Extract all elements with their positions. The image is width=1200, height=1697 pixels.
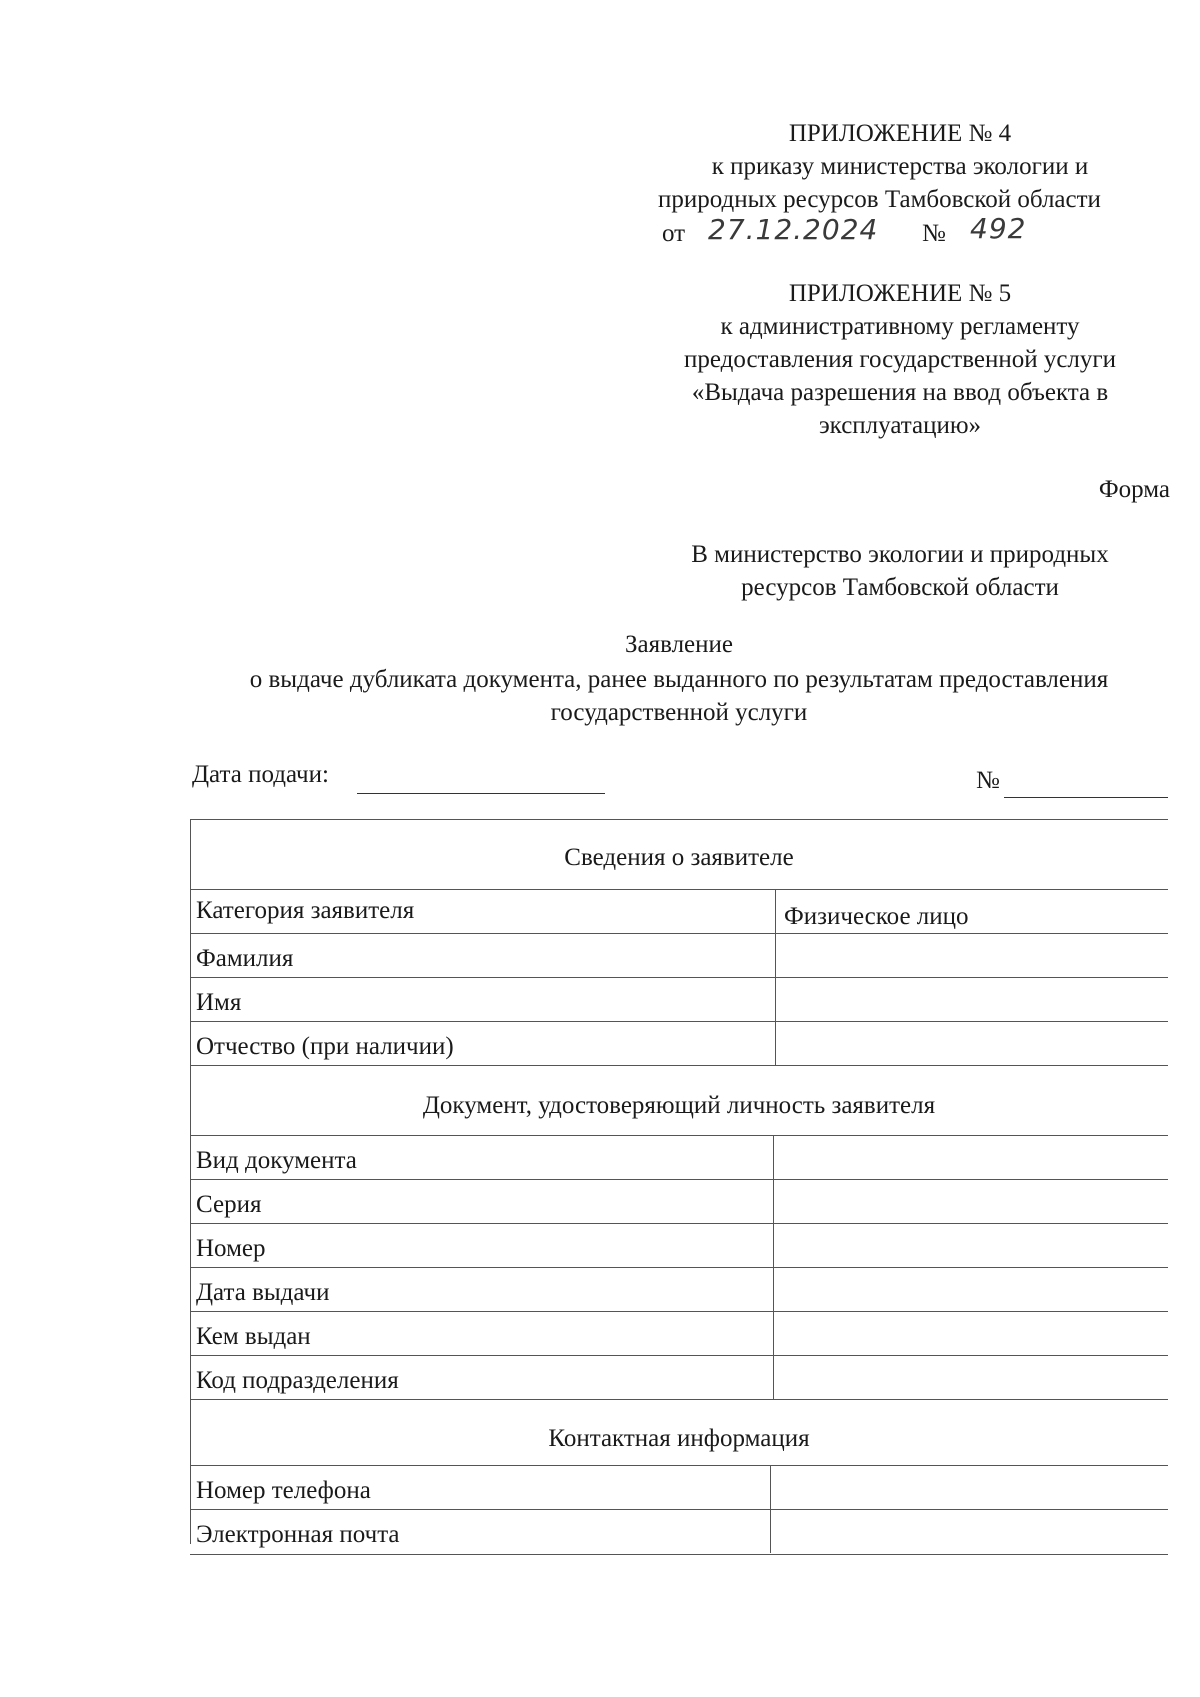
name-field[interactable] (775, 978, 1168, 1022)
statement-line1: о выдаче дубликата документа, ранее выданного по результатам предоставления (249, 666, 1109, 693)
column-divider (775, 889, 776, 1065)
doc-number-label: Номер (196, 1235, 266, 1262)
table-row (190, 1465, 1168, 1510)
table-row (190, 1021, 1168, 1066)
doc-number-field[interactable] (773, 1224, 1168, 1268)
appendix-5-line3: «Выдача разрешения на ввод объекта в (691, 379, 1109, 406)
form-label: Форма (1098, 476, 1170, 503)
table-row (190, 933, 1168, 978)
statement-line2: государственной услуги (550, 699, 808, 726)
surname-label: Фамилия (196, 945, 294, 972)
column-divider (773, 1135, 774, 1399)
table-row (190, 1223, 1168, 1268)
doc-type-field[interactable] (773, 1136, 1168, 1180)
series-label: Серия (196, 1191, 262, 1218)
patronymic-label: Отчество (при наличии) (196, 1033, 454, 1060)
phone-label: Номер телефона (196, 1477, 371, 1504)
issued-by-label: Кем выдан (196, 1323, 311, 1350)
order-number-prefix: № (922, 220, 946, 247)
table-row (190, 1179, 1168, 1224)
section-contact-info (190, 1399, 1168, 1466)
issue-date-label: Дата выдачи (196, 1279, 330, 1306)
division-code-field[interactable] (773, 1356, 1168, 1400)
appendix-4-title: ПРИЛОЖЕНИЕ № 4 (788, 120, 1012, 147)
issue-date-field[interactable] (773, 1268, 1168, 1312)
doc-type-label: Вид документа (196, 1147, 357, 1174)
category-value[interactable]: Физическое лицо (784, 903, 969, 930)
addressee-line1: В министерство экологии и природных (691, 541, 1109, 568)
section-contact-info-title: Контактная информация (548, 1425, 810, 1452)
addressee-line2: ресурсов Тамбовской области (741, 574, 1059, 601)
table-row (190, 1355, 1168, 1400)
submission-number-label: № (976, 767, 1000, 794)
section-identity-document (190, 1065, 1168, 1136)
order-number-handwritten: 492 (970, 212, 1027, 245)
series-field[interactable] (773, 1180, 1168, 1224)
appendix-5-line4: эксплуатацию» (818, 412, 982, 439)
patronymic-field[interactable] (775, 1022, 1168, 1066)
order-from-prefix: от (662, 220, 686, 247)
submission-date-label: Дата подачи: (192, 761, 329, 788)
statement-title: Заявление (624, 631, 734, 658)
phone-field[interactable] (770, 1466, 1168, 1510)
appendix-5-title: ПРИЛОЖЕНИЕ № 5 (788, 280, 1012, 307)
table-row (190, 1267, 1168, 1312)
division-code-label: Код подразделения (196, 1367, 399, 1394)
category-label: Категория заявителя (196, 897, 415, 924)
order-date-handwritten: 27.12.2024 (708, 213, 879, 246)
table-row (190, 889, 1168, 934)
name-label: Имя (196, 989, 242, 1016)
table-row (190, 1135, 1168, 1180)
appendix-5-line2: предоставления государственной услуги (683, 346, 1117, 373)
table-row (190, 1311, 1168, 1356)
table-row (190, 1509, 1168, 1555)
column-divider (770, 1465, 771, 1553)
email-field[interactable] (770, 1510, 1168, 1554)
surname-field[interactable] (775, 934, 1168, 978)
section-applicant-info (190, 819, 1168, 890)
appendix-4-line1: к приказу министерства экологии и (711, 153, 1089, 180)
section-applicant-info-title: Сведения о заявителе (564, 844, 794, 871)
appendix-4-line2: природных ресурсов Тамбовской области (658, 186, 1101, 213)
section-identity-document-title: Документ, удостоверяющий личность заявителя (422, 1092, 936, 1119)
email-label: Электронная почта (196, 1521, 400, 1548)
table-row (190, 977, 1168, 1022)
issued-by-field[interactable] (773, 1312, 1168, 1356)
appendix-5-line1: к административному регламенту (720, 313, 1080, 340)
